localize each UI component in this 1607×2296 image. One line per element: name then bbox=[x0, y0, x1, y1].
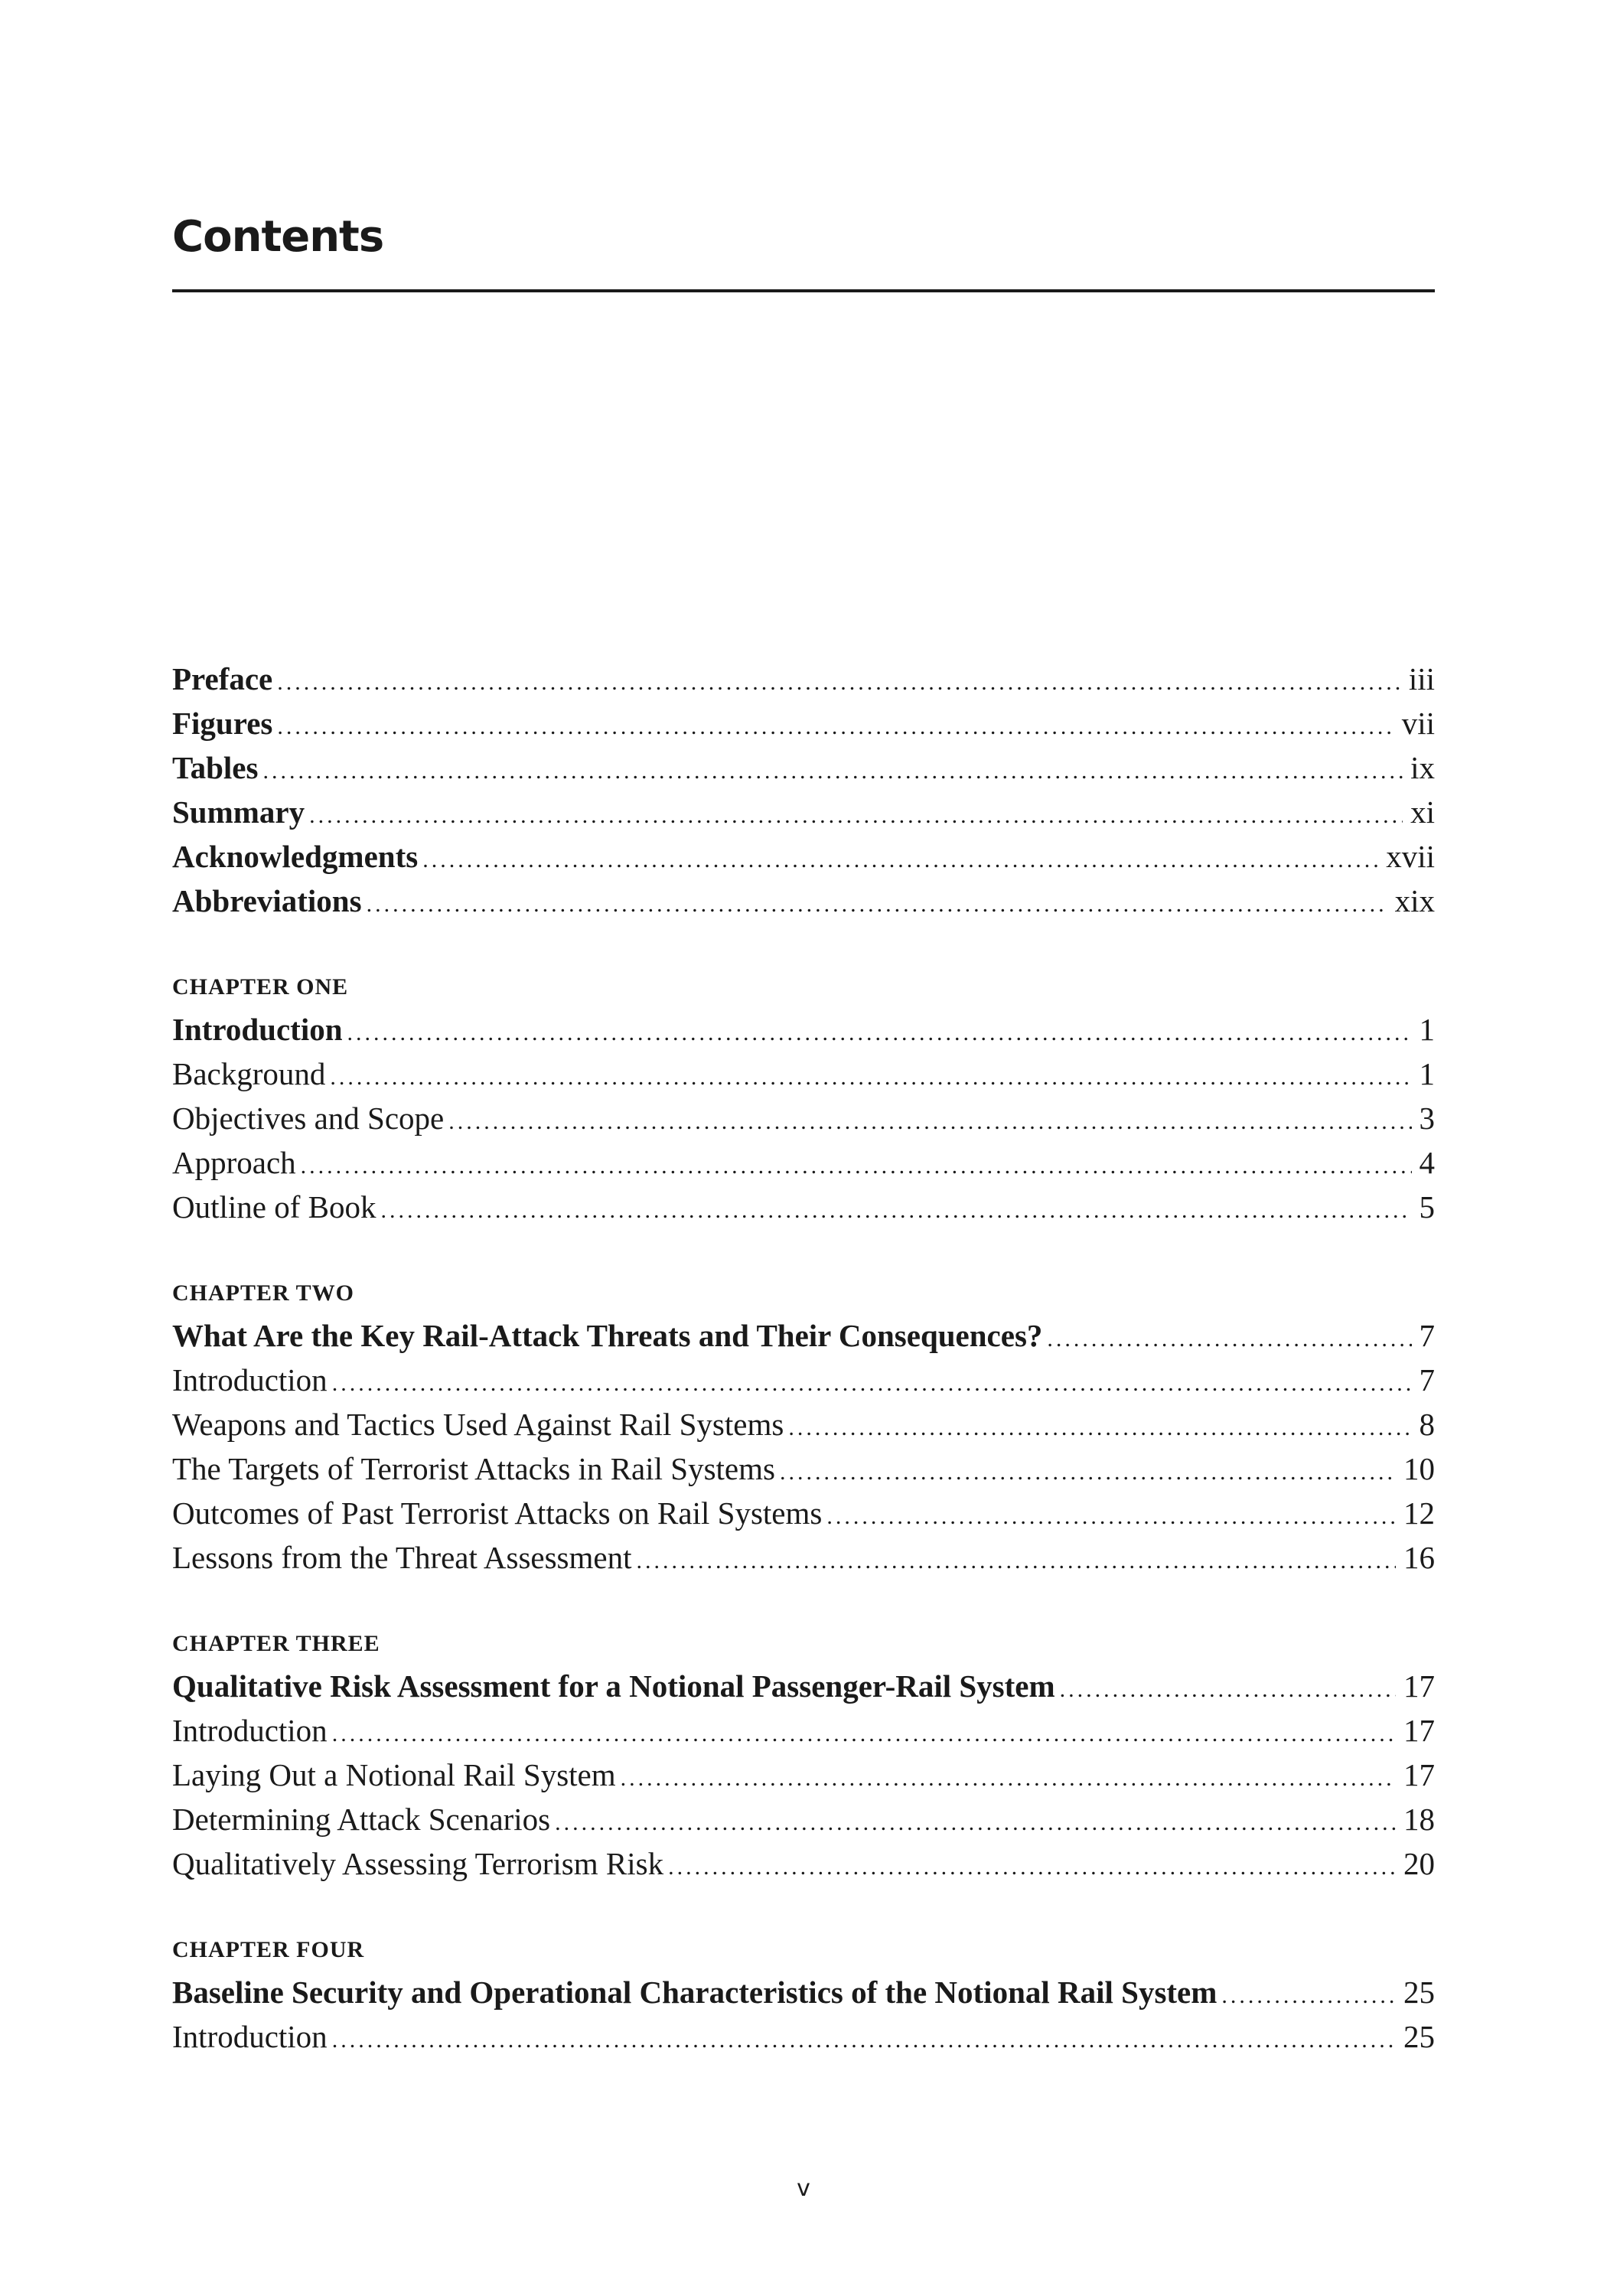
toc-entry-page: 20 bbox=[1403, 1846, 1435, 1881]
toc-entry-title: Lessons from the Threat Assessment bbox=[172, 1540, 632, 1575]
toc-entry-figures[interactable] bbox=[172, 701, 1435, 745]
toc-entry-title: Introduction bbox=[172, 1012, 343, 1047]
toc-entry-title: Preface bbox=[172, 661, 273, 696]
toc-section-entry[interactable] bbox=[172, 1185, 1435, 1229]
toc-entry-title: Tables bbox=[172, 750, 259, 785]
toc-entry-page: 8 bbox=[1419, 1407, 1435, 1442]
toc-section-entry[interactable] bbox=[172, 1096, 1435, 1140]
toc-entry-page: vii bbox=[1401, 706, 1435, 741]
toc-entry-page: 4 bbox=[1419, 1145, 1435, 1180]
toc-section-entry[interactable] bbox=[172, 1402, 1435, 1446]
dot-leader bbox=[1221, 1974, 1396, 2018]
toc-entry-page: 1 bbox=[1419, 1012, 1435, 1047]
toc-entry-title: Outline of Book bbox=[172, 1189, 376, 1225]
toc-entry-title: What Are the Key Rail-Attack Threats and Their Consequences? bbox=[172, 1318, 1043, 1353]
toc-section-entry[interactable] bbox=[172, 1491, 1435, 1535]
dot-leader bbox=[422, 838, 1378, 882]
chapter-label: CHAPTER THREE bbox=[172, 1631, 380, 1656]
dot-leader bbox=[788, 1406, 1411, 1450]
dot-leader bbox=[1060, 1668, 1396, 1712]
dot-leader bbox=[332, 2018, 1396, 2063]
toc-entry-tables[interactable] bbox=[172, 745, 1435, 790]
toc-section-entry[interactable] bbox=[172, 1446, 1435, 1491]
toc-entry-title: Acknowledgments bbox=[172, 839, 419, 874]
chapter-three-section bbox=[172, 1619, 1435, 1886]
toc-section-entry[interactable] bbox=[172, 1708, 1435, 1753]
toc-entry-page: 7 bbox=[1419, 1318, 1435, 1353]
chapter-two-section bbox=[172, 1269, 1435, 1580]
toc-entry-title: Qualitatively Assessing Terrorism Risk bbox=[172, 1846, 664, 1881]
dot-leader bbox=[668, 1845, 1396, 1890]
dot-leader bbox=[555, 1801, 1396, 1845]
toc-entry-title: The Targets of Terrorist Attacks in Rail Systems bbox=[172, 1451, 775, 1486]
toc-chapter-heading[interactable] bbox=[172, 1664, 1435, 1708]
dot-leader bbox=[309, 794, 1403, 838]
toc-entry-page: 16 bbox=[1403, 1540, 1435, 1575]
toc-section-entry[interactable] bbox=[172, 1140, 1435, 1185]
dot-leader bbox=[332, 1362, 1412, 1406]
toc-entry-title: Weapons and Tactics Used Against Rail Systems bbox=[172, 1407, 784, 1442]
dot-leader bbox=[301, 1144, 1412, 1189]
toc-entry-page: iii bbox=[1408, 661, 1435, 696]
dot-leader bbox=[332, 1712, 1396, 1756]
toc-section-entry[interactable] bbox=[172, 1841, 1435, 1886]
toc-chapter-heading[interactable] bbox=[172, 1970, 1435, 2014]
table-of-contents bbox=[172, 657, 1435, 2059]
toc-chapter-heading[interactable] bbox=[172, 1007, 1435, 1052]
toc-entry-title: Introduction bbox=[172, 1713, 328, 1748]
toc-entry-title: Baseline Security and Operational Characteristics of the Notional Rail System bbox=[172, 1975, 1217, 2010]
toc-entry-page: 5 bbox=[1419, 1189, 1435, 1225]
toc-entry-title: Introduction bbox=[172, 1362, 328, 1397]
toc-entry-title: Outcomes of Past Terrorist Attacks on Rail Systems bbox=[172, 1495, 823, 1531]
chapter-label: CHAPTER ONE bbox=[172, 974, 349, 1000]
dot-leader bbox=[621, 1756, 1396, 1801]
page-title: Contents bbox=[172, 212, 384, 262]
dot-leader bbox=[780, 1450, 1396, 1495]
toc-entry-page: ix bbox=[1410, 750, 1435, 785]
toc-section-entry[interactable] bbox=[172, 1535, 1435, 1580]
toc-chapter-heading[interactable] bbox=[172, 1313, 1435, 1358]
toc-section-entry[interactable] bbox=[172, 1052, 1435, 1096]
toc-entry-page: 3 bbox=[1419, 1101, 1435, 1136]
toc-section-entry[interactable] bbox=[172, 1358, 1435, 1402]
toc-entry-abbreviations[interactable] bbox=[172, 879, 1435, 923]
dot-leader bbox=[347, 1011, 1412, 1055]
toc-section-entry[interactable] bbox=[172, 1753, 1435, 1797]
dot-leader bbox=[637, 1539, 1397, 1583]
dot-leader bbox=[367, 882, 1387, 927]
toc-entry-page: xix bbox=[1394, 883, 1435, 918]
dot-leader bbox=[380, 1189, 1411, 1233]
toc-entry-page: xi bbox=[1410, 794, 1435, 830]
toc-entry-title: Summary bbox=[172, 794, 305, 830]
toc-entry-page: 17 bbox=[1403, 1668, 1435, 1704]
toc-entry-page: 18 bbox=[1403, 1802, 1435, 1837]
chapter-label: CHAPTER TWO bbox=[172, 1280, 354, 1306]
toc-entry-page: 17 bbox=[1403, 1713, 1435, 1748]
dot-leader bbox=[277, 660, 1401, 705]
toc-entry-summary[interactable] bbox=[172, 790, 1435, 834]
toc-entry-title: Background bbox=[172, 1056, 326, 1091]
toc-entry-title: Approach bbox=[172, 1145, 296, 1180]
title-divider bbox=[172, 289, 1435, 292]
dot-leader bbox=[448, 1100, 1411, 1144]
toc-entry-title: Figures bbox=[172, 706, 273, 741]
dot-leader bbox=[826, 1495, 1396, 1539]
toc-entry-preface[interactable] bbox=[172, 657, 1435, 701]
chapter-four-section bbox=[172, 1926, 1435, 2059]
page-number: v bbox=[797, 2175, 810, 2202]
dot-leader bbox=[1047, 1317, 1411, 1362]
toc-section-entry[interactable] bbox=[172, 1797, 1435, 1841]
toc-entry-page: 25 bbox=[1403, 1975, 1435, 2010]
toc-entry-title: Introduction bbox=[172, 2019, 328, 2054]
toc-entry-acknowledgments[interactable] bbox=[172, 834, 1435, 879]
toc-entry-page: 25 bbox=[1403, 2019, 1435, 2054]
toc-entry-page: 17 bbox=[1403, 1757, 1435, 1792]
toc-entry-page: xvii bbox=[1386, 839, 1435, 874]
toc-entry-title: Qualitative Risk Assessment for a Notional Passenger-Rail System bbox=[172, 1668, 1055, 1704]
toc-entry-page: 1 bbox=[1419, 1056, 1435, 1091]
toc-section-entry[interactable] bbox=[172, 2014, 1435, 2059]
chapter-label: CHAPTER FOUR bbox=[172, 1937, 365, 1962]
dot-leader bbox=[277, 705, 1393, 749]
toc-entry-page: 7 bbox=[1419, 1362, 1435, 1397]
toc-entry-title: Abbreviations bbox=[172, 883, 362, 918]
front-matter-section bbox=[172, 657, 1435, 923]
toc-entry-title: Laying Out a Notional Rail System bbox=[172, 1757, 616, 1792]
toc-entry-title: Determining Attack Scenarios bbox=[172, 1802, 551, 1837]
toc-entry-title: Objectives and Scope bbox=[172, 1101, 445, 1136]
toc-entry-page: 12 bbox=[1403, 1495, 1435, 1531]
dot-leader bbox=[330, 1055, 1411, 1100]
toc-entry-page: 10 bbox=[1403, 1451, 1435, 1486]
dot-leader bbox=[262, 749, 1403, 794]
chapter-one-section bbox=[172, 963, 1435, 1229]
